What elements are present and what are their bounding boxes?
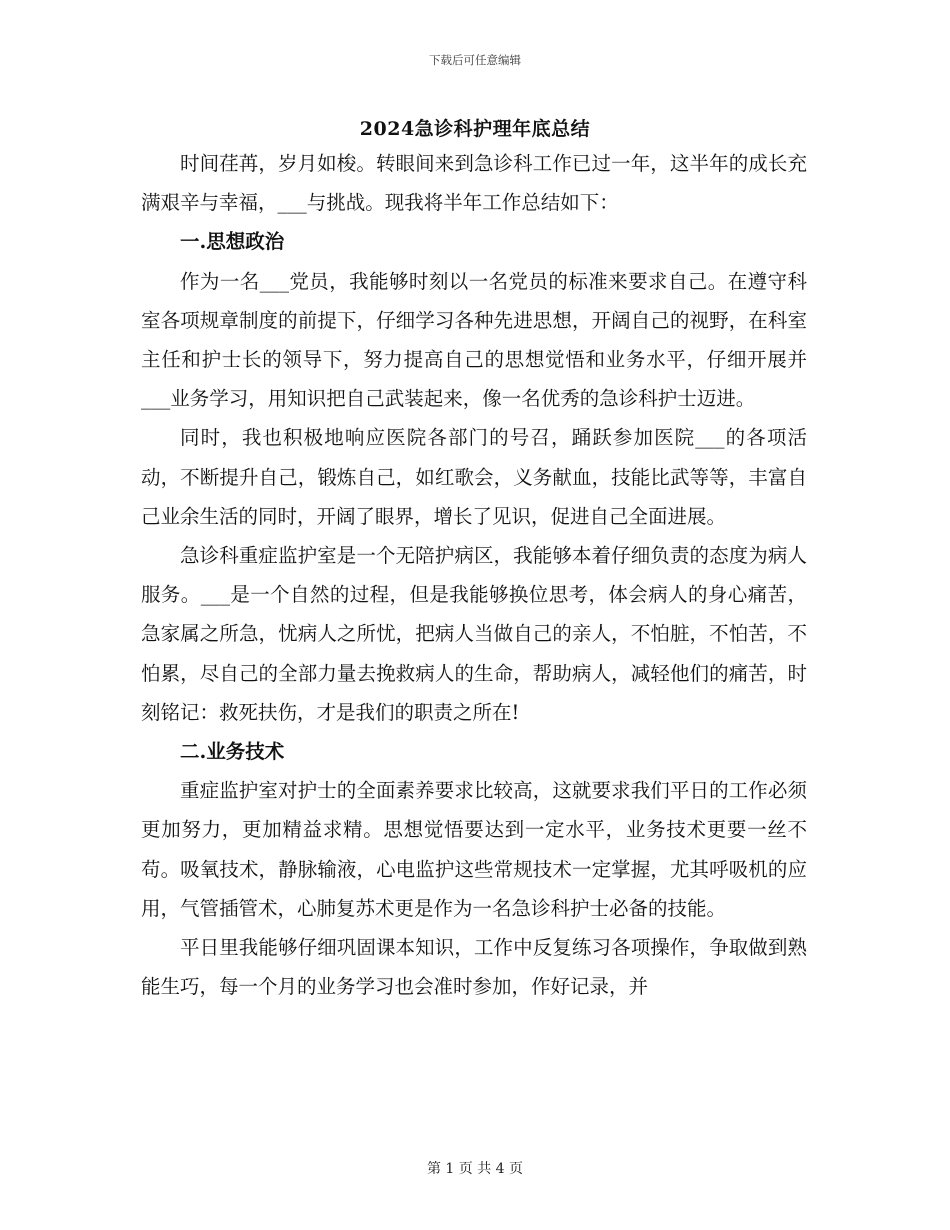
section-heading-skills: 二.业务技术 bbox=[180, 740, 285, 764]
document-body bbox=[141, 144, 807, 1006]
body-paragraph: 同时，我也积极地响应医院各部门的号召，踊跃参加医院___的各项活动，不断提升自己，锻炼自己，如红歌会，义务献血，技能比武等等，丰富自己业余生活的同时，开阔了眼界，增长了见识，促进自己全面进展。 bbox=[141, 426, 807, 528]
body-paragraph: 平日里我能够仔细巩固课本知识，工作中反复练习各项操作，争取做到熟能生巧，每一个月的业务学习也会准时参加，作好记录，并 bbox=[141, 936, 807, 999]
section-heading-politics: 一.思想政治 bbox=[180, 230, 285, 254]
intro-paragraph: 时间荏苒，岁月如梭。转眼间来到急诊科工作已过一年，这半年的成长充满艰辛与幸福，___与挑战。现我将半年工作总结如下： bbox=[141, 152, 807, 215]
body-paragraph: 作为一名___党员，我能够时刻以一名党员的标准来要求自己。在遵守科室各项规章制度的前提下，仔细学习各种先进思想，开阔自己的视野，在科室主任和护士长的领导下，努力提高自己的思想觉悟和业务水平，仔细开展并___业务学习，用知识把自己武装起来，像一名优秀的急诊科护士迈进。 bbox=[141, 269, 807, 411]
document-title: 2024急诊科护理年底总结 bbox=[359, 118, 591, 140]
body-paragraph: 急诊科重症监护室是一个无陪护病区，我能够本着仔细负责的态度为病人服务。___是一个自然的过程，但是我能够换位思考，体会病人的身心痛苦，急家属之所急，忧病人之所忧，把病人当做自己的亲人，不怕脏，不怕苦，不怕累，尽自己的全部力量去挽救病人的生命，帮助病人，减轻他们的痛苦，时刻铭记：救死扶伤，才是我们的职责之所在! bbox=[141, 544, 807, 724]
header-note: 下载后可任意编辑 bbox=[429, 53, 521, 67]
body-paragraph: 重症监护室对护士的全面素养要求比较高，这就要求我们平日的工作必须更加努力，更加精益求精。思想觉悟要达到一定水平，业务技术更要一丝不苟。吸氧技术，静脉输液，心电监护这些常规技术一定掌握，尤其呼吸机的应用，气管插管术，心肺复苏术更是作为一名急诊科护士必备的技能。 bbox=[141, 779, 807, 920]
page-number: 第 1 页 共 4 页 bbox=[426, 1161, 524, 1177]
